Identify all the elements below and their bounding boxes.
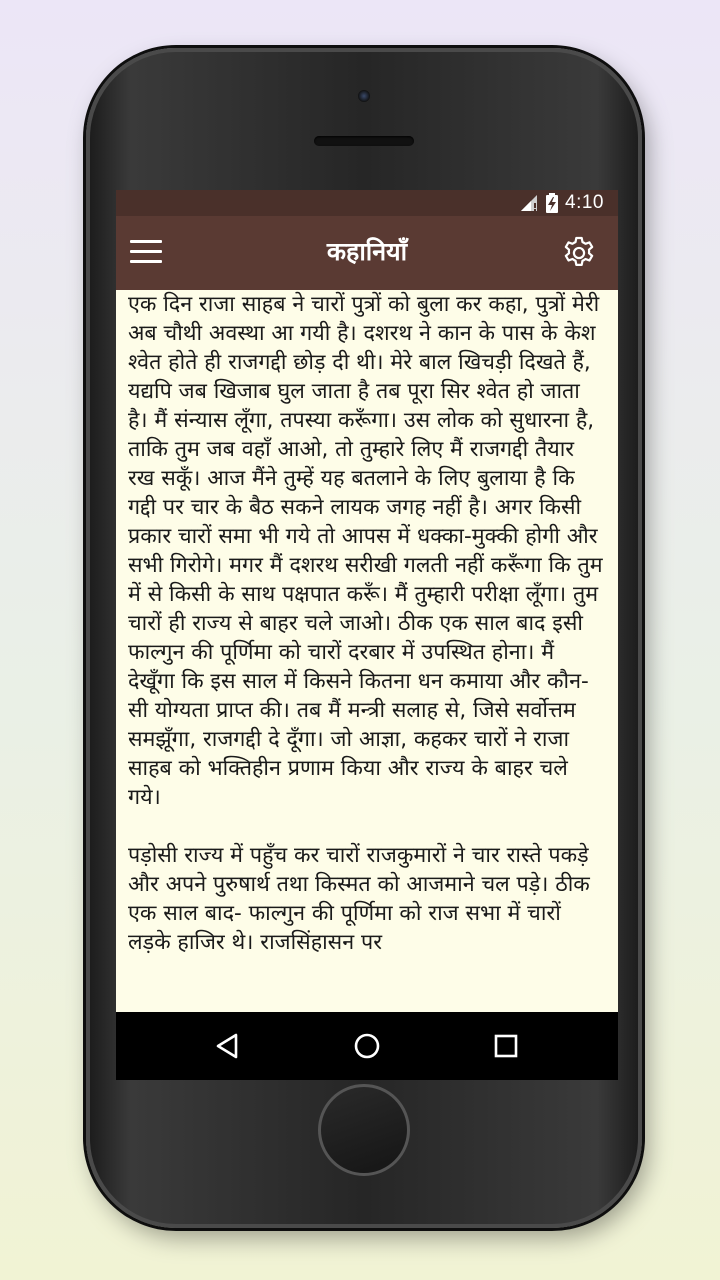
phone-screen xyxy=(116,190,618,1080)
back-triangle-icon[interactable] xyxy=(208,1026,248,1066)
status-bar xyxy=(116,190,618,216)
earpiece-speaker xyxy=(314,136,414,146)
front-camera xyxy=(358,90,370,102)
settings-gear-icon[interactable] xyxy=(560,234,598,272)
recents-square-icon[interactable] xyxy=(486,1026,526,1066)
story-paragraph-1: एक दिन राजा साहब ने चारों पुत्रों को बुला कर कहा, पुत्रों मेरी अब चौथी अवस्था आ गयी है। दशरथ ने कान के पास के केश श्वेत होते ही राजगद्दी छोड़ दी थी। मेरे बाल खिचड़ी दिखते हैं, यद्यपि जब खिजाब घुल जाता है तब पूरा सिर श्वेत हो जाता है। मैं संन्यास लूँगा, तपस्या करूँगा। उस लोक को सुधारना है, ताकि तुम जब वहाँ आओ, तो तुम्हारे लिए मैं राजगद्दी तैयार रख सकूँ। आज मैंने तुम्हें यह बतलाने के लिए बुलाया है कि गद्दी पर चार के बैठ सकने लायक जगह नहीं है। अगर किसी प्रकार चारों समा भी गये तो आपस में धक्का-मुक्की होगी और सभी गिरोगे। मगर मैं दशरथ सरीखी गलती नहीं करूँगा कि तुम में से किसी के साथ पक्षपात करूँ। मैं तुम्हारी परीक्षा लूँगा। तुम चारों ही राज्य से बाहर चले जाओ। ठीक एक साल बाद इसी फाल्गुन की पूर्णिमा को चारों दरबार में उपस्थित होना। मैं देखूँगा कि इस साल में किसने कितना धन कमाया और कौन-सी योग्यता प्राप्त की। तब मैं मन्त्री सलाह से, जिसे सर्वोत्तम समझूँगा, राजगद्दी दे दूँगा। जो आज्ञा, कहकर चारों ने राजा साहब को भक्तिहीन प्रणाम किया और राज्य के बाहर चले गये। xyxy=(128,292,603,810)
physical-home-button[interactable] xyxy=(318,1084,410,1176)
system-navigation-bar xyxy=(116,1012,618,1080)
home-circle-icon[interactable] xyxy=(347,1026,387,1066)
story-content[interactable] xyxy=(116,290,618,1012)
app-toolbar xyxy=(116,216,618,290)
status-time: 4:10 xyxy=(565,192,604,213)
story-paragraph-2: पड़ोसी राज्य में पहुँच कर चारों राजकुमारों ने चार रास्ते पकड़े और अपने पुरुषार्थ तथा किस्मत को आजमाने चल पड़े। ठीक एक साल बाद- फाल्गुन की पूर्णिमा को राज सभा में चारों लड़के हाजिर थे। राजसिंहासन पर xyxy=(128,843,590,955)
app-title: कहानियाँ xyxy=(326,237,408,266)
battery-charging-icon xyxy=(545,193,559,213)
signal-icon xyxy=(519,194,539,212)
